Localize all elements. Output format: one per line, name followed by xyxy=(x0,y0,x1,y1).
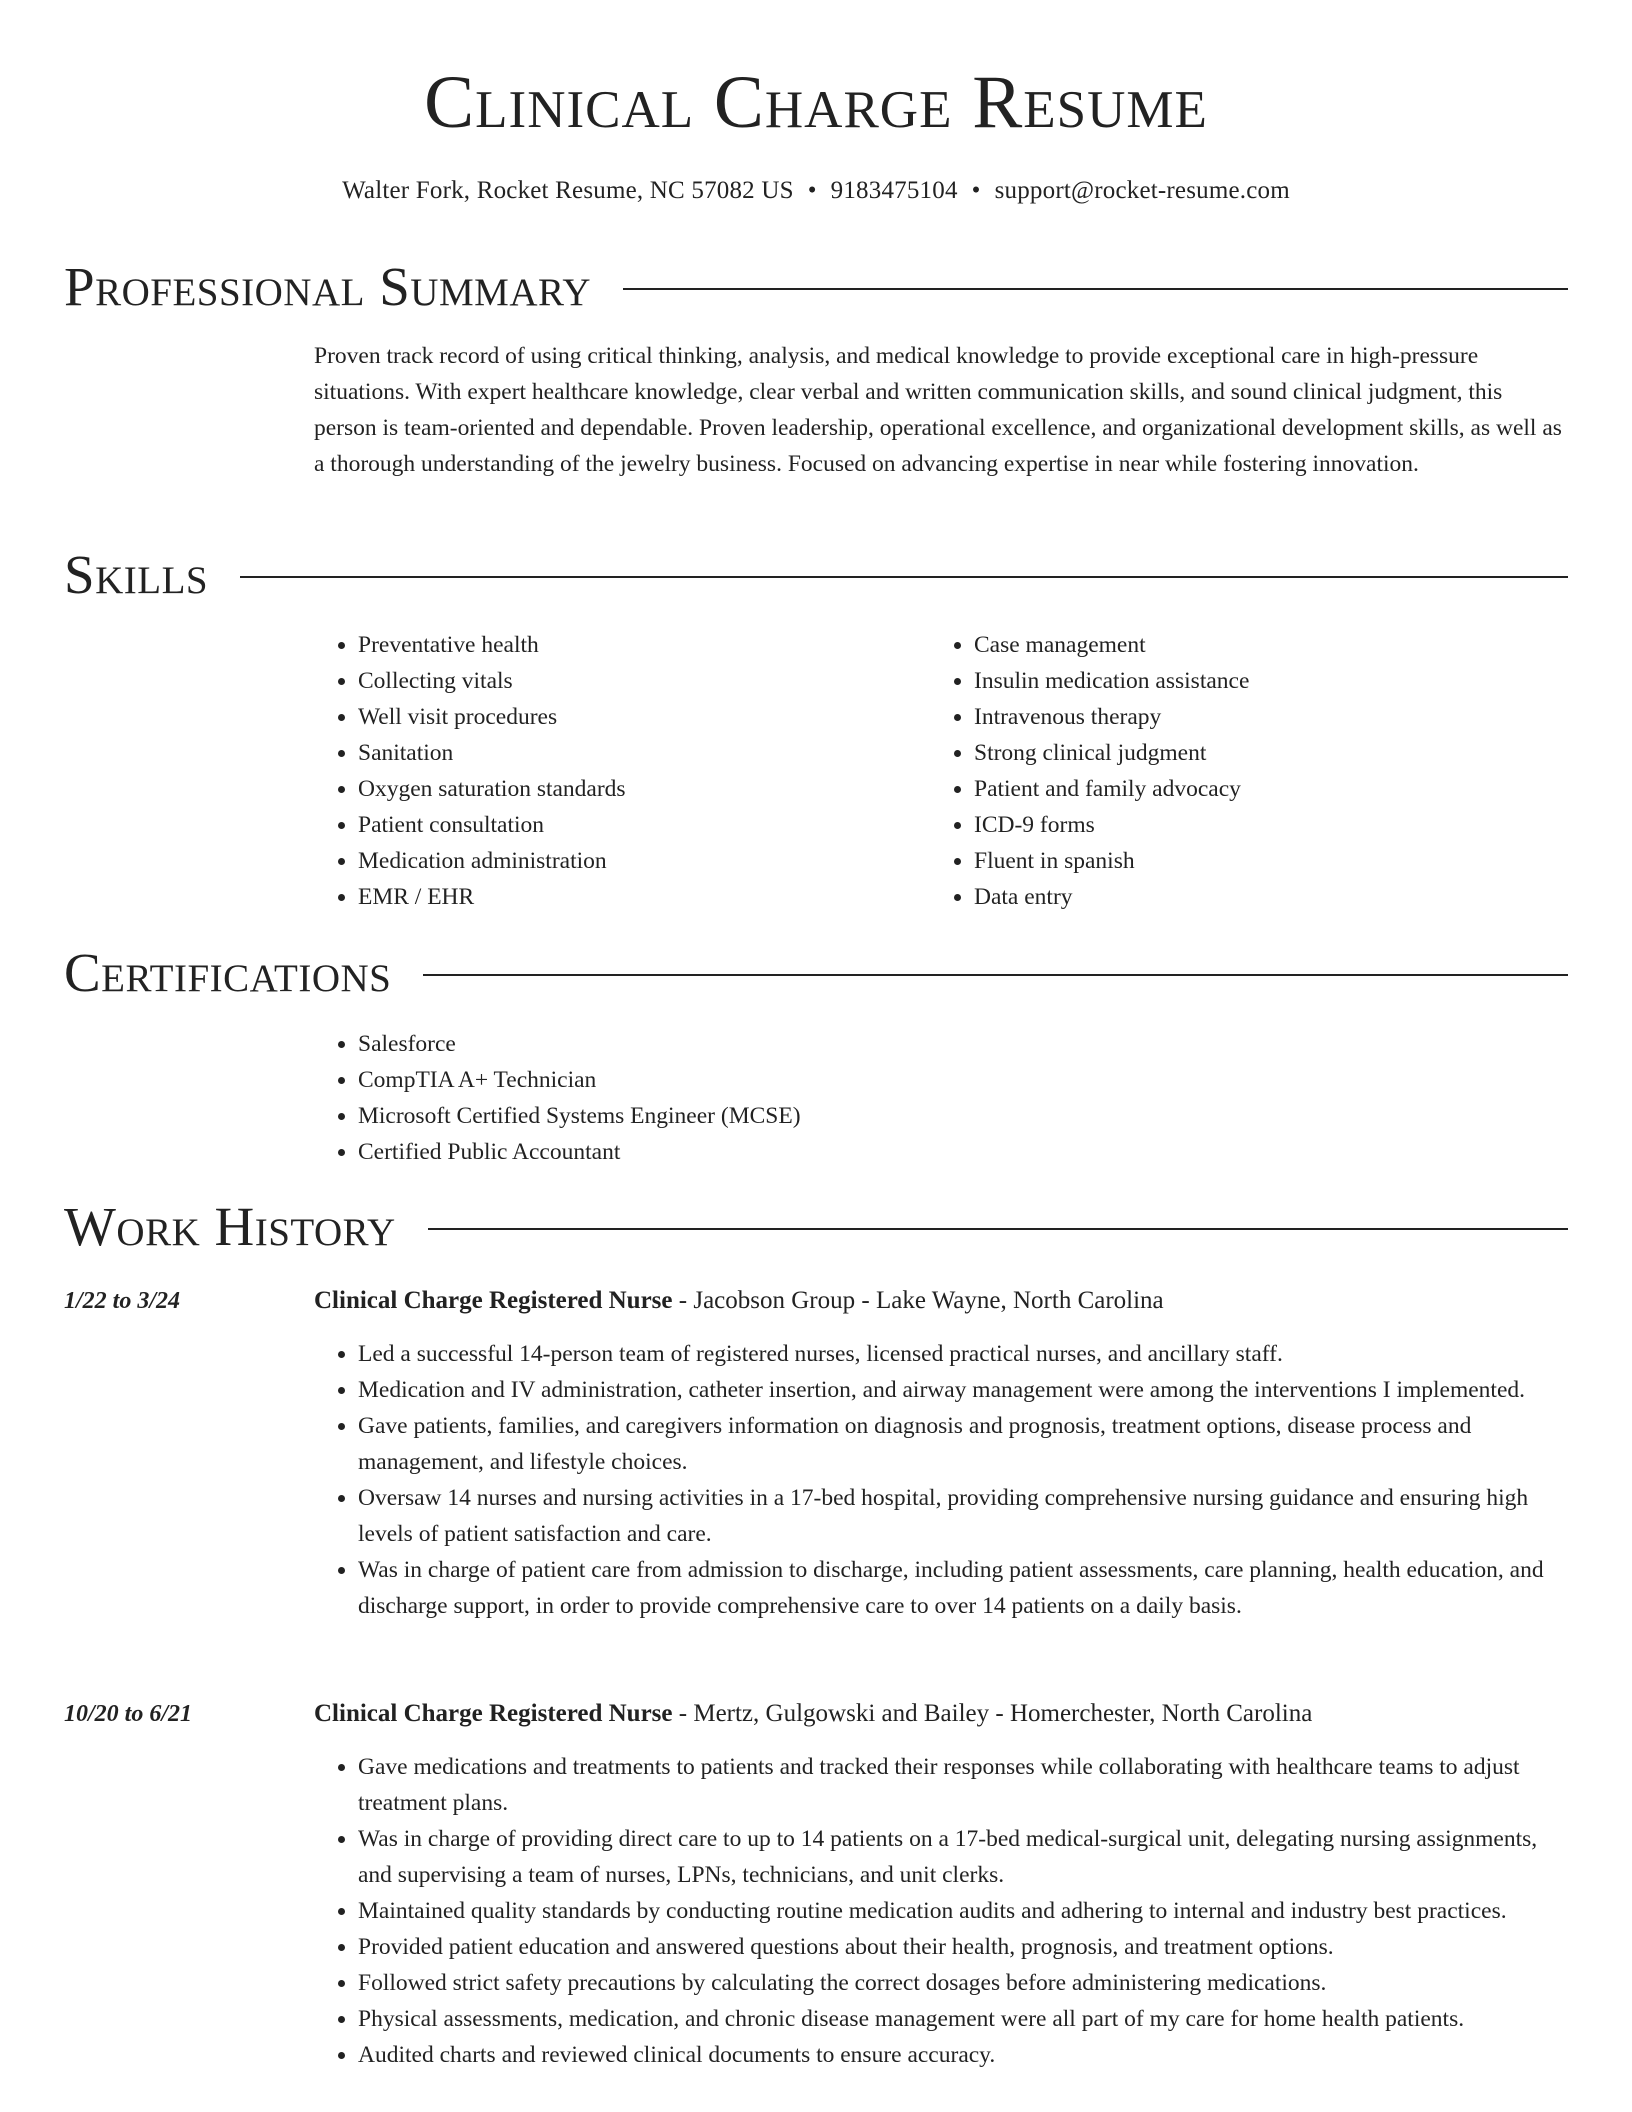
job-dates: 10/20 to 6/21 xyxy=(64,1701,193,1727)
summary-section-header xyxy=(64,254,1568,320)
job-employer-location: - Jacobson Group - Lake Wayne, North Carolina xyxy=(672,1287,1164,1314)
skill-item: • Fluent in spanish xyxy=(974,843,1490,879)
responsibility-item: • Medication and IV administration, catheter insertion, and airway management were among the interventions I implemented. xyxy=(358,1372,1568,1408)
job-dates: 1/22 to 3/24 xyxy=(64,1288,181,1314)
skill-item: • ICD-9 forms xyxy=(974,807,1490,843)
job-responsibilities xyxy=(314,1336,1568,1624)
section-divider xyxy=(423,974,1568,976)
certification-item: • Certified Public Accountant xyxy=(358,1134,1214,1170)
responsibility-item: • Was in charge of patient care from admission to discharge, including patient assessments, care planning, health education, and discharge support, in order to provide comprehensive care to over 14 patients on a daily basis. xyxy=(358,1552,1568,1624)
skill-item: • Intravenous therapy xyxy=(974,699,1490,735)
responsibility-item: • Physical assessments, medication, and chronic disease management were all part of my care for home health patients. xyxy=(358,2001,1568,2037)
skill-item: • Case management xyxy=(974,627,1490,663)
responsibility-item: • Was in charge of providing direct care to up to 14 patients on a 17-bed medical-surgical unit, delegating nursing assignments, and supervising a team of nurses, LPNs, technicians, and unit clerks. xyxy=(358,1821,1568,1893)
skill-item: • Oxygen saturation standards xyxy=(358,771,874,807)
skill-item: • Medication administration xyxy=(358,843,874,879)
skills-heading: Skills xyxy=(64,544,209,605)
skill-item: • Insulin medication assistance xyxy=(974,663,1490,699)
work-history-heading: Work History xyxy=(64,1196,396,1257)
contact-separator: • xyxy=(971,177,981,204)
responsibility-item: • Led a successful 14-person team of registered nurses, licensed practical nurses, and ancillary staff. xyxy=(358,1336,1568,1372)
responsibility-item: • Oversaw 14 nurses and nursing activities in a 17-bed hospital, providing comprehensive nursing guidance and ensuring high levels of patient satisfaction and care. xyxy=(358,1480,1568,1552)
responsibility-item: • Audited charts and reviewed clinical documents to ensure accuracy. xyxy=(358,2037,1568,2073)
certification-item: • Salesforce xyxy=(358,1026,1214,1062)
section-divider xyxy=(428,1228,1568,1230)
job-title-line xyxy=(314,1283,1574,1319)
skill-item: • Sanitation xyxy=(358,735,874,771)
skill-item: • Data entry xyxy=(974,879,1490,915)
responsibility-item: • Gave medications and treatments to patients and tracked their responses while collaborating with healthcare teams to adjust treatment plans. xyxy=(358,1749,1568,1821)
responsibility-item: • Followed strict safety precautions by calculating the correct dosages before administering medications. xyxy=(358,1965,1568,2001)
summary-paragraph: Proven track record of using critical thinking, analysis, and medical knowledge to provide exceptional care in high-pressure situations. With expert healthcare knowledge, clear verbal and written communication skills, and sound clinical judgment, this person is team-oriented and dependable. Proven leadership, operational excellence, and organizational development skills, as well as a thorough understanding of the jewelry business. Focused on advancing expertise in near while fostering innovation. xyxy=(314,343,1562,477)
certifications-section-header xyxy=(64,940,1568,1006)
contact-line xyxy=(0,174,1632,208)
contact-separator: • xyxy=(807,177,817,204)
resume-title: Clinical Charge Resume xyxy=(424,61,1208,144)
certifications-heading: Certifications xyxy=(64,942,392,1003)
work-history-section-header xyxy=(64,1194,1568,1260)
skill-item: • Patient and family advocacy xyxy=(974,771,1490,807)
certifications-list xyxy=(314,1026,1214,1170)
job-employer-location: - Mertz, Gulgowski and Bailey - Homerchester, North Carolina xyxy=(672,1700,1313,1727)
skill-item: • Strong clinical judgment xyxy=(974,735,1490,771)
summary-heading: Professional Summary xyxy=(64,256,592,317)
skills-column-left xyxy=(314,627,874,915)
skill-item: • Collecting vitals xyxy=(358,663,874,699)
responsibility-item: • Provided patient education and answered questions about their health, prognosis, and treatment options. xyxy=(358,1929,1568,1965)
certification-item: • CompTIA A+ Technician xyxy=(358,1062,1214,1098)
contact-address: Walter Fork, Rocket Resume, NC 57082 US xyxy=(342,177,794,204)
job-role: Clinical Charge Registered Nurse xyxy=(314,1700,673,1727)
section-divider xyxy=(623,288,1568,290)
section-divider xyxy=(240,576,1568,578)
skills-section-header xyxy=(64,542,1568,608)
contact-email: support@rocket-resume.com xyxy=(994,177,1290,204)
job-role: Clinical Charge Registered Nurse xyxy=(314,1287,673,1314)
contact-phone: 9183475104 xyxy=(830,177,958,204)
skill-item: • EMR / EHR xyxy=(358,879,874,915)
job-responsibilities xyxy=(314,1749,1568,2073)
responsibility-item: • Gave patients, families, and caregivers information on diagnosis and prognosis, treatment options, disease process and management, and lifestyle choices. xyxy=(358,1408,1568,1480)
skill-item: • Well visit procedures xyxy=(358,699,874,735)
skill-item: • Preventative health xyxy=(358,627,874,663)
skill-item: • Patient consultation xyxy=(358,807,874,843)
job-title-line xyxy=(314,1696,1574,1732)
responsibility-item: • Maintained quality standards by conducting routine medication audits and adhering to internal and industry best practices. xyxy=(358,1893,1568,1929)
skills-column-right xyxy=(930,627,1490,915)
certification-item: • Microsoft Certified Systems Engineer (MCSE) xyxy=(358,1098,1214,1134)
